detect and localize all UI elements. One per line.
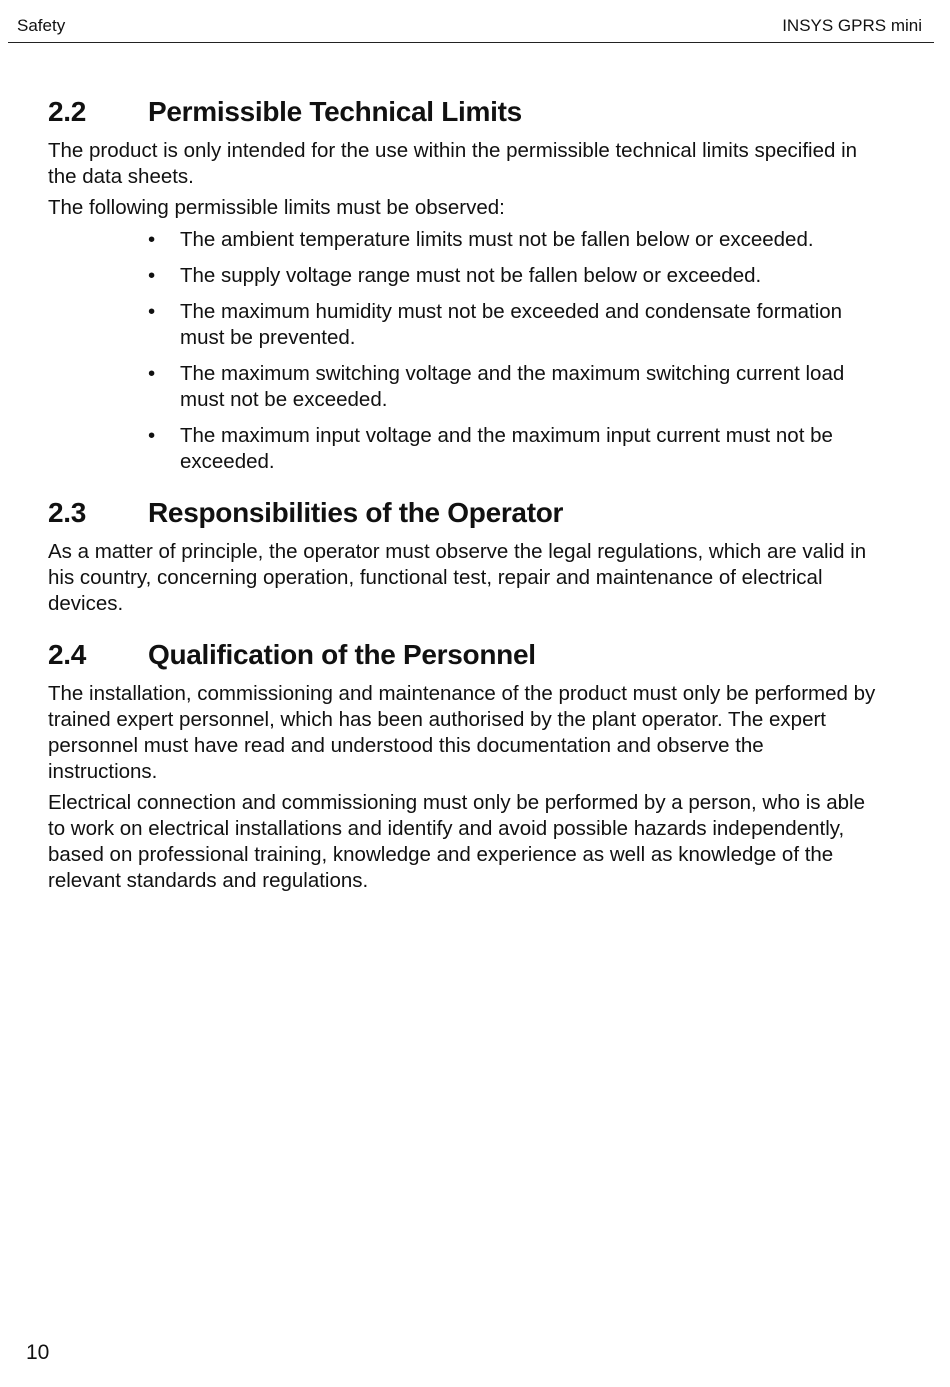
- bullet-icon: •: [148, 228, 156, 251]
- section-title: Qualification of the Personnel: [148, 639, 536, 670]
- list-item: [148, 423, 878, 475]
- list-item: [148, 299, 878, 351]
- list-item-text: The maximum switching voltage and the maximum switching current load must not be exceeded.: [180, 362, 845, 411]
- section-title: Responsibilities of the Operator: [148, 497, 564, 528]
- bullet-icon: •: [148, 300, 156, 323]
- paragraph: The installation, commissioning and maintenance of the product must only be performed by trained expert personnel, which has been authorised by the plant operator. The expert personnel must have read and understood this documentation and observe the instructions.: [48, 682, 876, 783]
- section-title: Permissible Technical Limits: [148, 96, 522, 127]
- limits-list: [48, 227, 878, 475]
- list-item-text: The ambient temperature limits must not be fallen below or exceeded.: [180, 228, 814, 251]
- paragraph: Electrical connection and commissioning must only be performed by a person, who is able to work on electrical installations and identify and avoid possible hazards independently, based on professional training, knowledge and experience as well as knowledge of the relevant standards and regulations.: [48, 791, 865, 892]
- section-number: 2.2: [48, 96, 87, 127]
- bullet-icon: •: [148, 362, 156, 385]
- list-item: [148, 361, 878, 413]
- header-product-name: INSYS GPRS mini: [782, 16, 922, 35]
- paragraph: The following permissible limits must be observed:: [48, 196, 505, 219]
- section-heading: [48, 497, 878, 529]
- bullet-icon: •: [148, 264, 156, 287]
- section-personnel-qualification: [48, 639, 878, 894]
- list-item: [148, 263, 878, 289]
- list-item-text: The maximum humidity must not be exceeded and condensate formation must be prevented.: [180, 300, 843, 349]
- section-heading: [48, 639, 878, 671]
- section-operator-responsibilities: [48, 497, 878, 617]
- section-number: 2.3: [48, 497, 87, 528]
- paragraph: The product is only intended for the use within the permissible technical limits specified in the data sheets.: [48, 139, 858, 188]
- page-header: [8, 0, 934, 43]
- list-item: [148, 227, 878, 253]
- page-content: [48, 96, 878, 916]
- section-permissible-limits: [48, 96, 878, 475]
- section-heading: [48, 96, 878, 128]
- list-item-text: The maximum input voltage and the maximum input current must not be exceeded.: [180, 424, 833, 473]
- list-item-text: The supply voltage range must not be fallen below or exceeded.: [180, 264, 762, 287]
- bullet-icon: •: [148, 424, 156, 447]
- page-number: 10: [26, 1341, 50, 1364]
- section-number: 2.4: [48, 639, 87, 670]
- header-chapter-title: Safety: [17, 16, 66, 35]
- paragraph: As a matter of principle, the operator must observe the legal regulations, which are valid in his country, concerning operation, functional test, repair and maintenance of electrical devices.: [48, 540, 867, 615]
